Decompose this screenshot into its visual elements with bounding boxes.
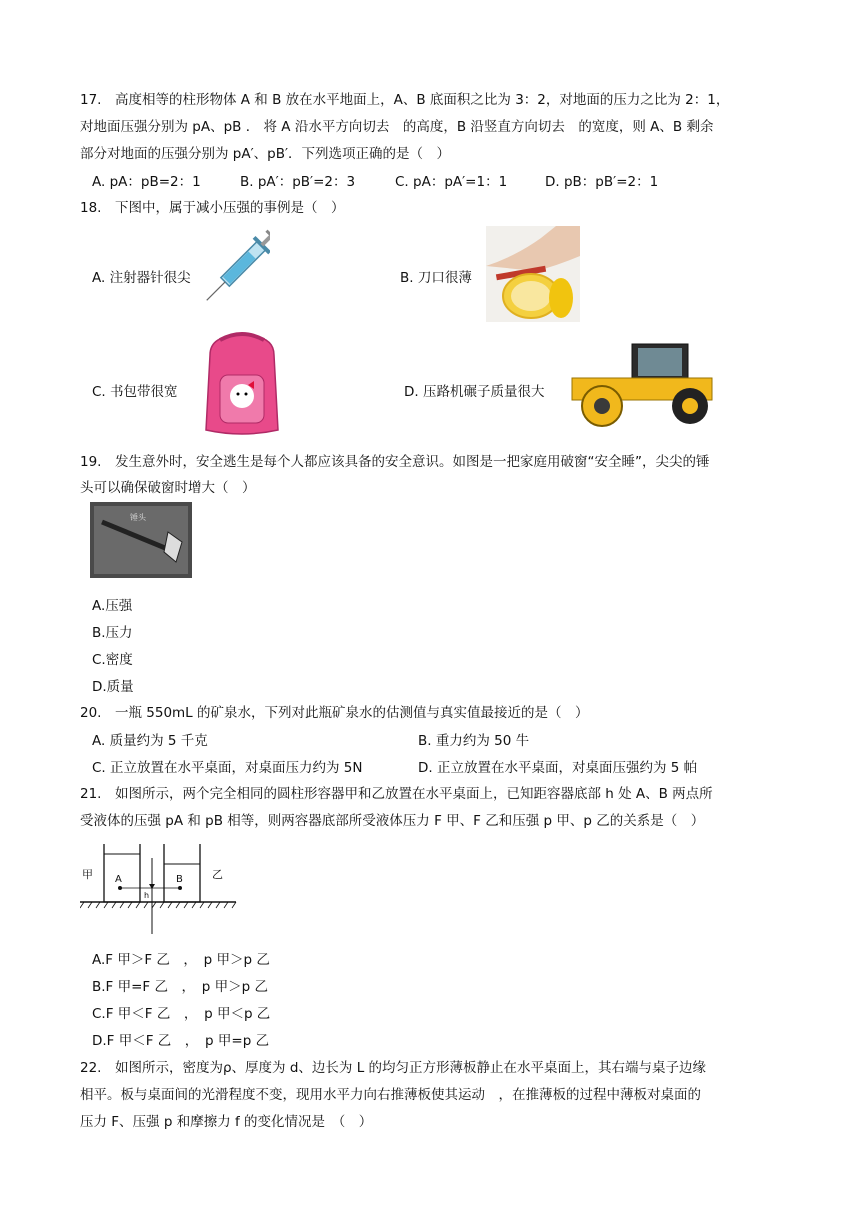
- q18-stem: 18. 下图中，属于减小压强的事例是（ ）: [80, 200, 345, 216]
- q18-option-b: B. 刀口很薄: [400, 270, 472, 286]
- q17-line1: 17. 高度相等的柱形物体 A 和 B 放在水平地面上，A、B 底面积之比为 3：2，对地面的压力之比为 2：1，: [80, 92, 730, 108]
- road-roller-image: [562, 340, 724, 428]
- q20-option-b: B. 重力约为 50 牛: [418, 733, 530, 749]
- q19-option-a: A.压强: [92, 598, 133, 614]
- q18-option-c: C. 书包带很宽: [92, 384, 178, 400]
- q17-option-a: A. pA：pB=2：1: [92, 174, 201, 190]
- q18-option-a: A. 注射器针很尖: [92, 270, 191, 286]
- backpack-image: [190, 330, 294, 440]
- label-yi: 乙: [212, 868, 223, 881]
- q20-stem: 20. 一瓶 550mL 的矿泉水，下列对此瓶矿泉水的估测值与真实值最接近的是（ ）: [80, 705, 589, 721]
- q20-option-c: C. 正立放置在水平桌面，对桌面压力约为 5N: [92, 760, 363, 776]
- q19-option-c: C.密度: [92, 652, 133, 668]
- syringe-image: [200, 228, 270, 316]
- q21-option-c: C.F 甲＜F 乙 ， p 甲＜p 乙: [92, 1006, 271, 1022]
- containers-figure: [80, 836, 240, 936]
- q18-option-d: D. 压路机碾子质量很大: [404, 384, 545, 400]
- q22-line2: 相平。板与桌面间的光滑程度不变，现用水平力向右推薄板使其运动 ，在推薄板的过程中薄板对桌面的: [80, 1087, 701, 1103]
- lemon-knife-image: [486, 226, 580, 322]
- safety-hammer-image: [90, 502, 192, 578]
- q19-option-d: D.质量: [92, 679, 134, 695]
- q19-line2: 头可以确保破窗时增大（ ）: [80, 480, 256, 496]
- q17-option-d: D. pB：pB′=2：1: [545, 174, 659, 190]
- q21-line2: 受液体的压强 pA 和 pB 相等，则两容器底部所受液体压力 F 甲、F 乙和压强 p 甲、p 乙的关系是（ ）: [80, 813, 705, 829]
- q19-option-b: B.压力: [92, 625, 133, 641]
- hammer-head-label: 锤头: [130, 513, 146, 522]
- label-h: h: [144, 891, 150, 900]
- q17-option-c: C. pA：pA′=1：1: [395, 174, 508, 190]
- q21-option-d: D.F 甲＜F 乙 ， p 甲=p 乙: [92, 1033, 270, 1049]
- q21-option-a: A.F 甲＞F 乙 ， p 甲＞p 乙: [92, 952, 270, 968]
- q20-option-a: A. 质量约为 5 千克: [92, 733, 208, 749]
- label-jia: 甲: [82, 868, 93, 881]
- q17-line2: 对地面压强分别为 pA、pB ． 将 A 沿水平方向切去 的高度，B 沿竖直方向切去 的宽度，则 A、B 剩余: [80, 119, 714, 135]
- q21-option-b: B.F 甲=F 乙 ， p 甲＞p 乙: [92, 979, 268, 995]
- label-b: B: [176, 874, 183, 885]
- q21-line1: 21. 如图所示，两个完全相同的圆柱形容器甲和乙放置在水平桌面上，已知距容器底部 h 处 A、B 两点所: [80, 786, 713, 802]
- q17-option-b: B. pA′：pB′=2：3: [240, 174, 356, 190]
- q22-line3: 压力 F、压强 p 和摩擦力 f 的变化情况是 （ ）: [80, 1114, 373, 1130]
- q19-line1: 19. 发生意外时，安全逃生是每个人都应该具备的安全意识。如图是一把家庭用破窗“安全睡”，尖尖的锤: [80, 454, 710, 470]
- label-a: A: [115, 874, 122, 885]
- q22-line1: 22. 如图所示，密度为ρ、厚度为 d、边长为 L 的均匀正方形薄板静止在水平桌面上，其右端与桌子边缘: [80, 1060, 707, 1076]
- q17-line3: 部分对地面的压强分别为 pA′、pB′．下列选项正确的是（ ）: [80, 146, 451, 162]
- q20-option-d: D. 正立放置在水平桌面，对桌面压强约为 5 帕: [418, 760, 698, 776]
